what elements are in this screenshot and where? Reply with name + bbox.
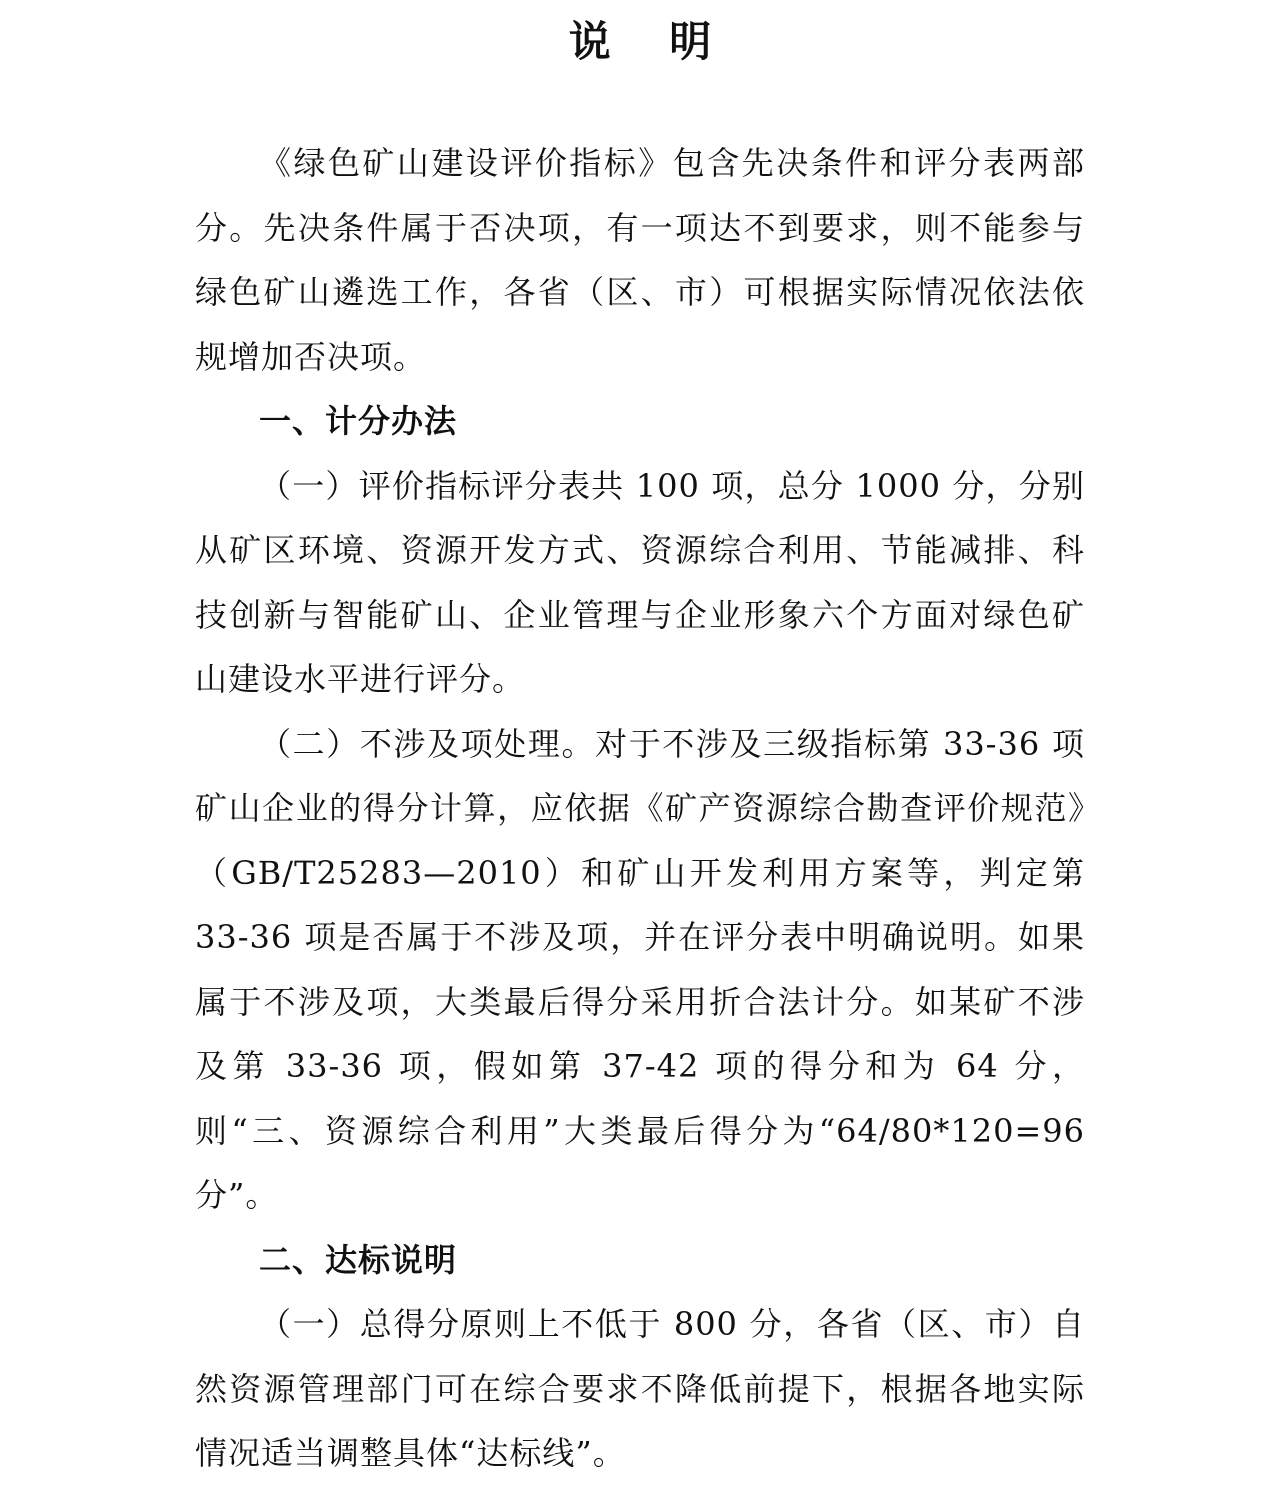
document-body <box>195 131 1085 1486</box>
scoring-item-2: （二）不涉及项处理。对于不涉及三级指标第 33-36 项矿山企业的得分计算，应依据《矿产资源综合勘查评价规范》（GB/T25283—2010）和矿山开发利用方案等，判定第 33-36 项是否属于不涉及项，并在评分表中明确说明。如果属于不涉及项，大类最后得分采用折合法计分。如某矿不涉及第 33-36 项，假如第 37-42 项的得分和为 64 分，则“三、资源综合利用”大类最后得分为“64/80*120=96 分”。 <box>195 724 1085 1214</box>
page-title: 说 明 <box>568 17 734 66</box>
intro-paragraph: 《绿色矿山建设评价指标》包含先决条件和评分表两部分。先决条件属于否决项，有一项达不到要求，则不能参与绿色矿山遴选工作，各省（区、市）可根据实际情况依法依规增加否决项。 <box>195 144 1085 376</box>
section-heading-standard: 二、达标说明 <box>259 1240 458 1279</box>
section-heading-scoring: 一、计分办法 <box>259 402 458 440</box>
scoring-item-1: （一）评价指标评分表共 100 项，总分 1000 分，分别从矿区环境、资源开发方式、资源综合利用、节能减排、科技创新与智能矿山、企业管理与企业形象六个方面对绿色矿山建设水平进行评分。 <box>195 466 1085 698</box>
standard-item-1: （一）总得分原则上不低于 800 分，各省（区、市）自然资源管理部门可在综合要求不降低前提下，根据各地实际情况适当调整具体“达标线”。 <box>195 1305 1085 1472</box>
